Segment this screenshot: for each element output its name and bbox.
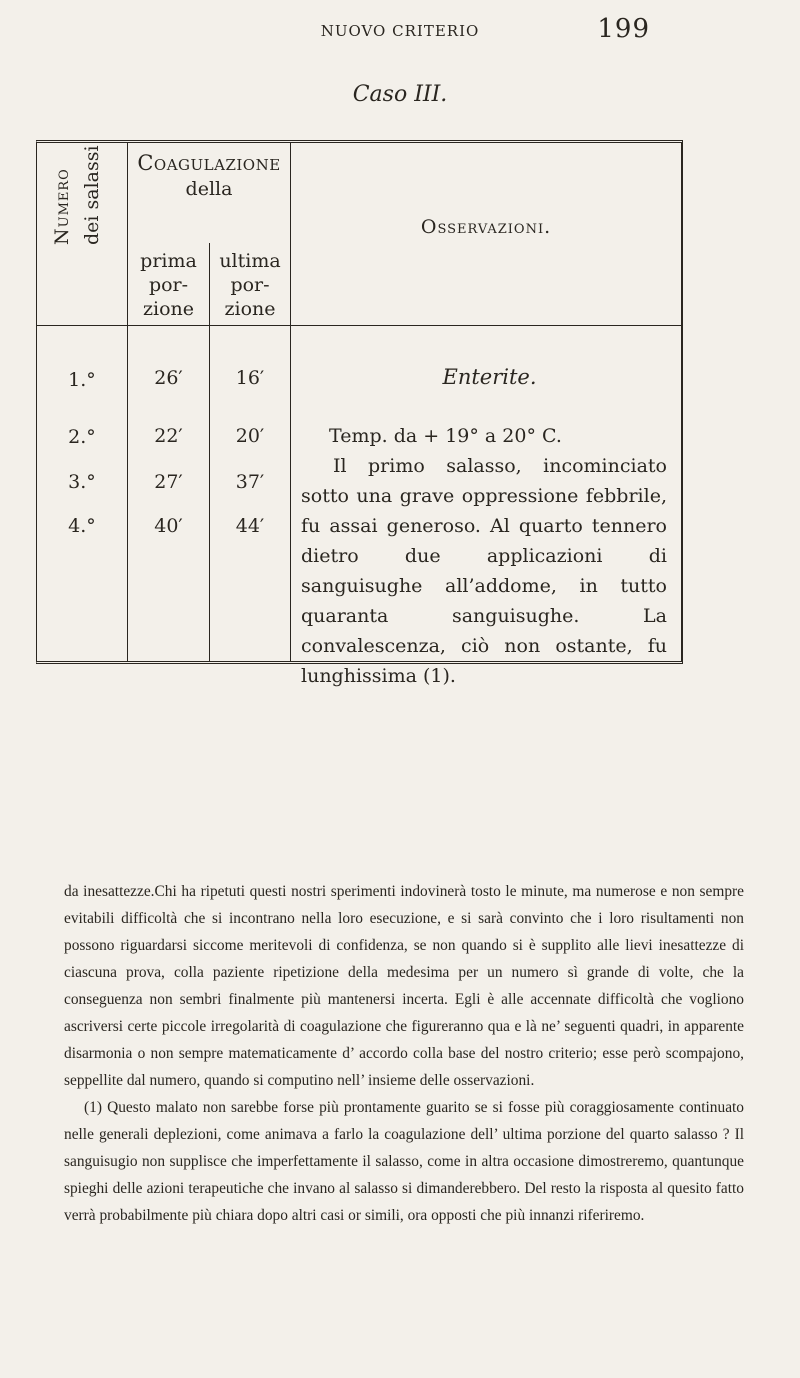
observation-notes: Il primo salasso, incominciato sotto una grave oppressione febbrile, fu assai generoso. Al quarto tennero dietro due applicazioni di sanguisughe all’addome, in tutto quaranta sanguisughe. La convalescenza, ciò non ostante, fu lunghissima (1). [301,455,667,687]
row-number: 4.° [68,515,96,537]
row-number: 3.° [68,471,96,493]
row-first: 22′ [154,425,183,447]
header-observations: Osservazioni. [420,216,552,238]
header-last-line2: por- [230,274,270,296]
header-number-line2: dei salassi [81,145,103,245]
header-last-portion [210,249,290,321]
row-first: 26′ [154,367,183,389]
row-first: 27′ [154,471,183,493]
header-coagulation: Coagulazione [137,151,281,175]
row-last: 37′ [235,471,265,493]
header-first-line2: por- [148,274,189,296]
bloodletting-table [36,140,683,687]
body-paragraph: da inesattezze.Chi ha ripetuti questi nostri sperimenti indovinerà tosto le minute, ma numerose e non sempre evitabili difficoltà che si incontrano nella loro esecuzione, e si sarà convinto che i loro risultamenti non possono riguardarsi siccome meritevoli di confidenza, se non quando si è supplito alle lievi inesattezze di ciascuna prova, colla paziente ripetizione della medesima per un numero sì grande di volte, che la conseguenza non sembri finalmente più mantenersi incerta. Egli è alle accennate difficoltà che vogliono ascriversi certe piccole irregolarità di coagulazione che figureranno qua e là ne’ seguenti quadri, in apparente disarmonia o non sempre matematicamente d’ accordo colla base del nostro criterio; esse però scompajono, seppellite dal numero, quando si computino nell’ insieme delle osservazioni. [64,883,744,1089]
observation-temperature: Temp. da + 19° a 20° C. [329,425,562,447]
header-first-portion [128,249,209,321]
header-first-line3: zione [142,298,194,320]
header-coagulation-della: della [185,178,233,200]
observation-text [301,421,667,691]
header-number-line1: Numero [51,168,73,245]
row-number: 1.° [68,369,96,391]
row-number: 2.° [68,426,96,448]
running-title: NUOVO CRITERIO [320,22,480,40]
footnote: (1) Questo malato non sarebbe forse più prontamente guarito se si fosse più coraggiosamente continuato nelle generali deplezioni, come animava a farlo la coagulazione dell’ ultima porzione del quarto salasso ? Il sanguisugio non supplisce che imperfettamente il salasso, come in altra occasione dimostreremo, quantunque spieghi delle azioni terapeutiche che invano al salasso si dimanderebbero. Del resto la risposta al quesito fatto verrà probabilmente più chiara dopo altri casi or simili, ora opposti che più innanzi riferiremo. [64,1099,744,1224]
body-text [64,878,744,1229]
header-divider [37,325,681,326]
divider-number-col [127,143,128,661]
observation-title: Enterite. [442,365,537,389]
header-last-line3: zione [224,298,276,320]
page-number: 199 [597,14,650,44]
row-last: 44′ [235,515,265,537]
case-title: Caso III. [352,82,448,107]
row-last: 20′ [235,425,265,447]
row-first: 40′ [154,515,183,537]
row-last: 16′ [235,367,265,389]
header-first-line1: prima [140,250,197,272]
header-last-line1: ultima [219,250,281,272]
